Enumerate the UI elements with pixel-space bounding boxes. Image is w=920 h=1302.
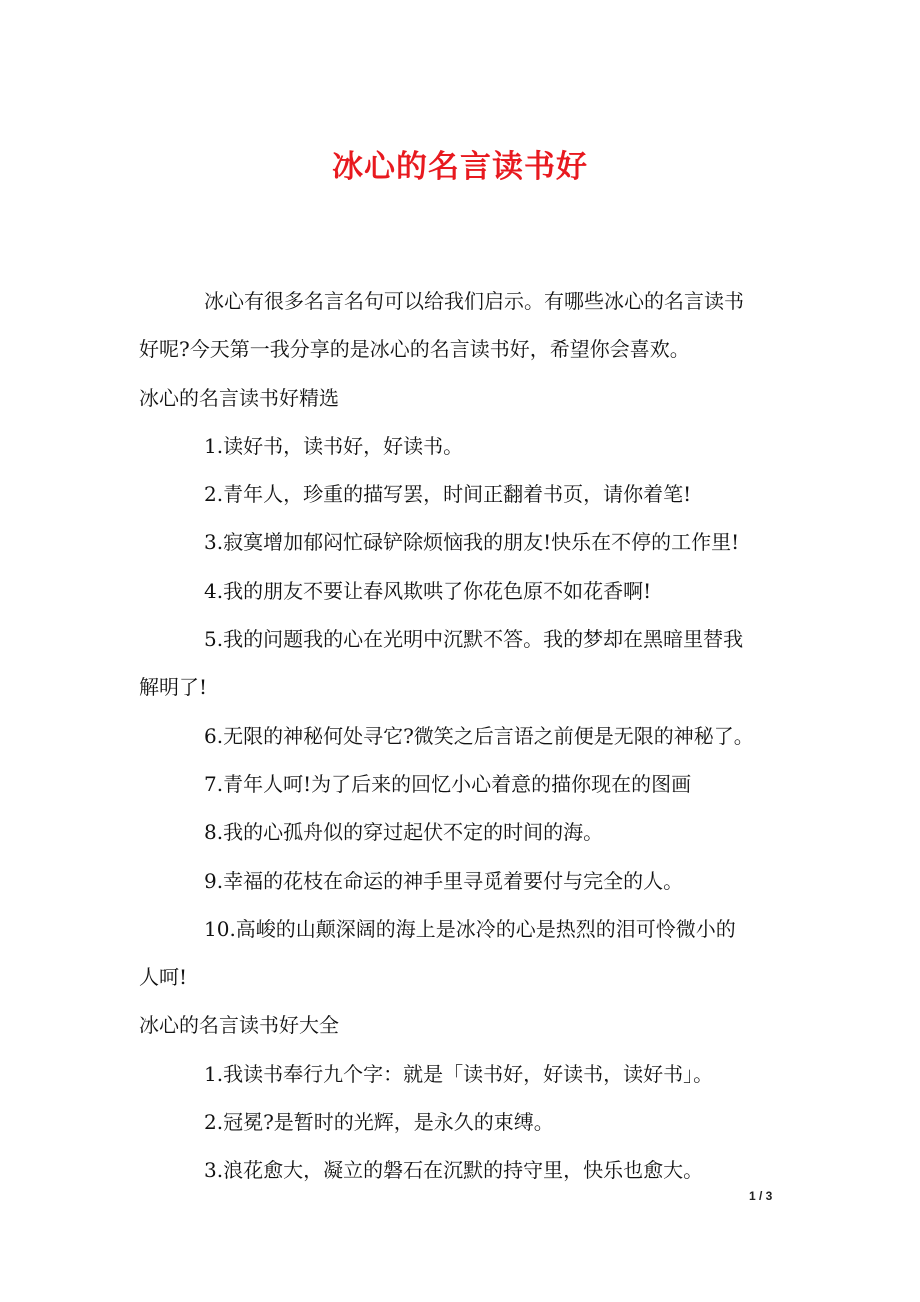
- quote-line: 10.高峻的山颠深阔的海上是冰冷的心是热烈的泪可怜微小的: [204, 916, 736, 941]
- document-title: 冰心的名言读书好: [332, 149, 588, 185]
- quote-line: 3.浪花愈大，凝立的磐石在沉默的持守里，快乐也愈大。: [204, 1158, 704, 1183]
- document-body: [139, 277, 789, 1195]
- quote-line: 6.无限的神秘何处寻它?微笑之后言语之前便是无限的神秘了。: [204, 723, 754, 748]
- quote-line: 7.青年人呵!为了后来的回忆小心着意的描你现在的图画: [204, 771, 692, 796]
- quote-line: 2.冠冕?是暂时的光辉，是永久的束缚。: [204, 1110, 554, 1135]
- quote-line: 4.我的朋友不要让春风欺哄了你花色原不如花香啊!: [204, 578, 652, 603]
- quote-line: 1.读好书，读书好，好读书。: [204, 433, 464, 458]
- page-number: 1 / 3: [749, 1189, 773, 1203]
- section-heading: 冰心的名言读书好精选: [139, 385, 339, 410]
- section-heading: 冰心的名言读书好大全: [139, 1013, 339, 1038]
- paragraph-line: 冰心有很多名言名句可以给我们启示。有哪些冰心的名言读书: [204, 289, 744, 313]
- quote-line: 5.我的问题我的心在光明中沉默不答。我的梦却在黑暗里替我: [204, 627, 744, 652]
- quote-line: 8.我的心孤舟似的穿过起伏不定的时间的海。: [204, 820, 604, 845]
- quote-line-continuation: 人呵!: [139, 965, 188, 990]
- quote-line: 2.青年人，珍重的描写罢，时间正翻着书页，请你着笔!: [204, 482, 692, 507]
- quote-line: 1.我读书奉行九个字：就是「读书好，好读书，读好书」。: [204, 1061, 714, 1086]
- paragraph-line: 好呢?今天第一我分享的是冰心的名言读书好，希望你会喜欢。: [139, 337, 690, 362]
- quote-line: 3.寂寞增加郁闷忙碌铲除烦恼我的朋友!快乐在不停的工作里!: [204, 530, 740, 555]
- quote-line: 9.幸福的花枝在命运的神手里寻觅着要付与完全的人。: [204, 868, 684, 893]
- quote-line-continuation: 解明了!: [139, 675, 208, 700]
